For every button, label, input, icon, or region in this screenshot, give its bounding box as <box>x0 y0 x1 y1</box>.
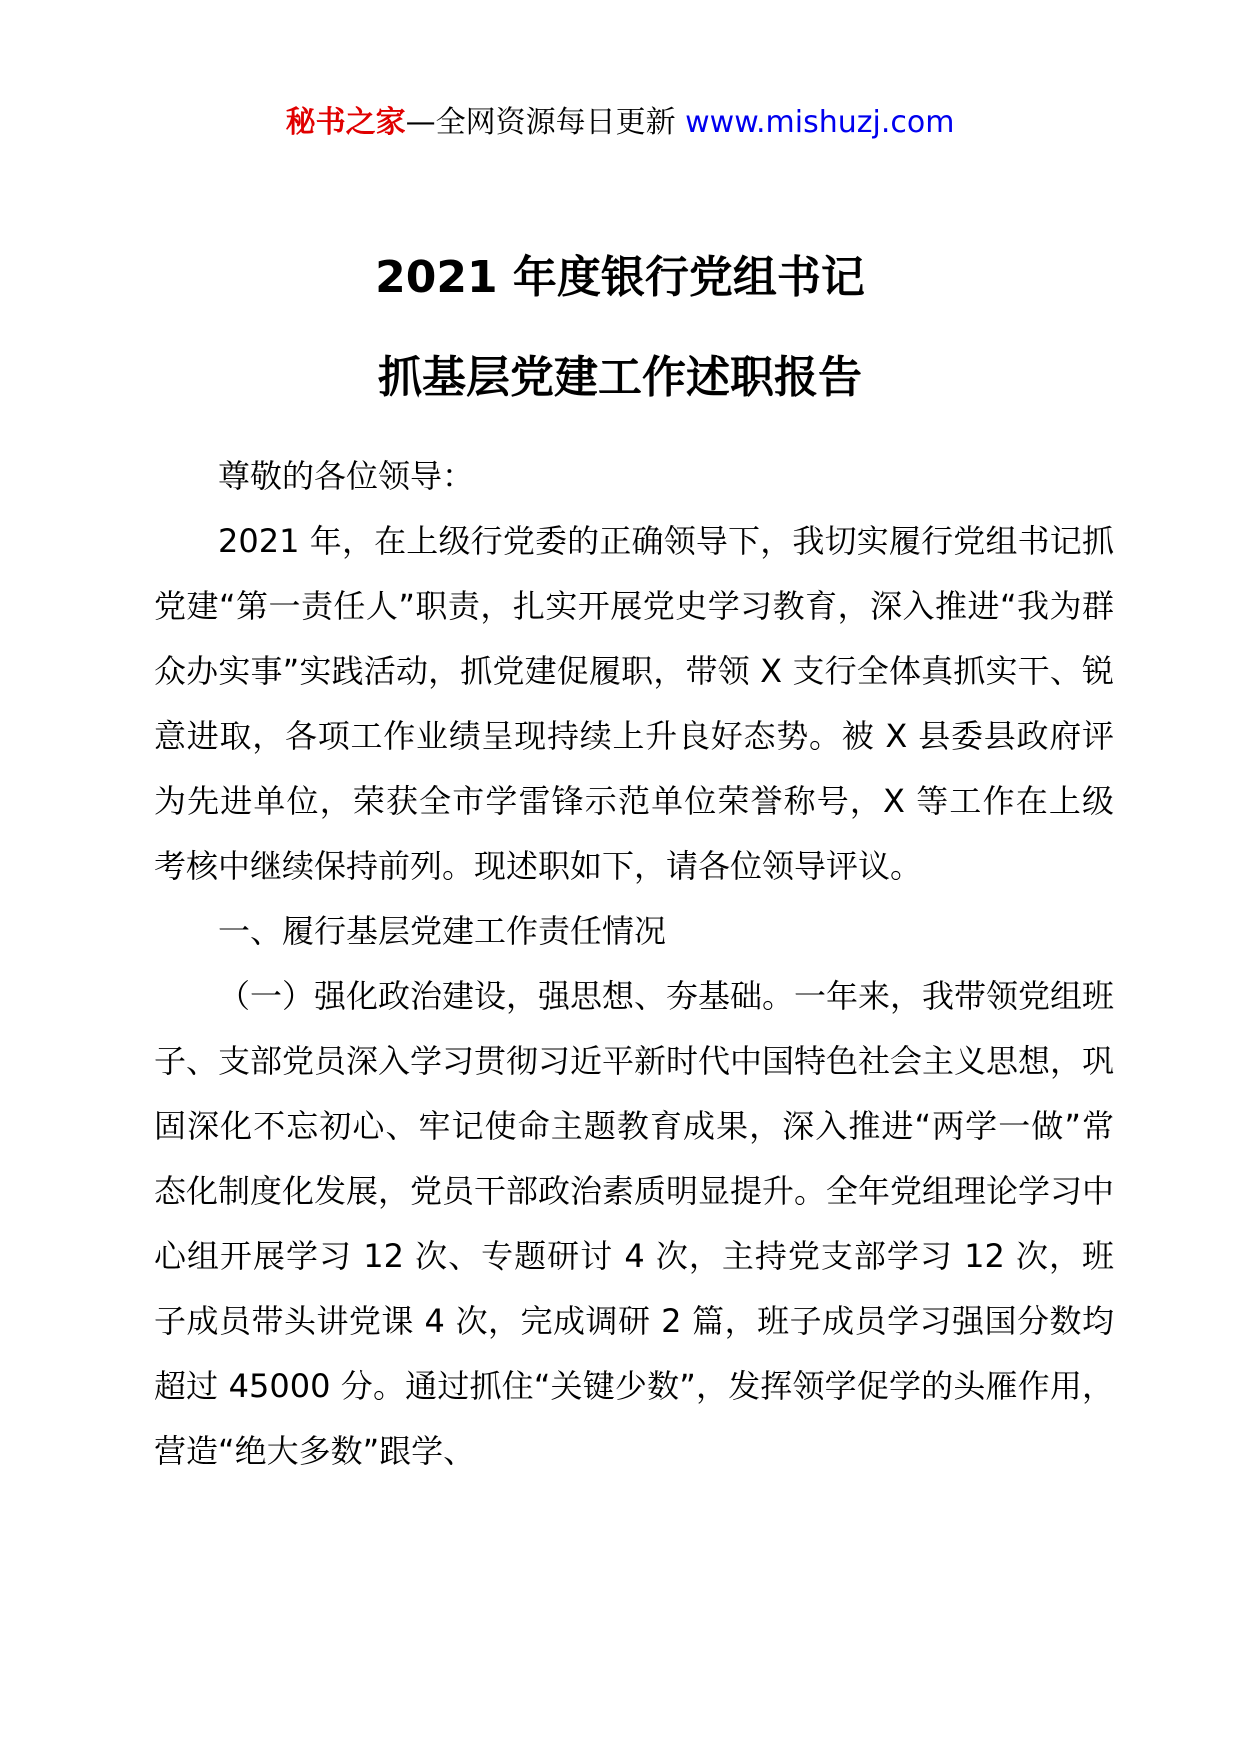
section-paragraph: （一）强化政治建设，强思想、夯基础。一年来，我带领党组班子、支部党员深入学习贯彻习近平新时代中国特色社会主义思想，巩固深化不忘初心、牢记使命主题教育成果，深入推进“两学一做”常态化制度化发展，党员干部政治素质明显提升。全年党组理论学习中心组开展学习 12 次、专题研讨 4 次，主持党支部学习 12 次，班子成员带头讲党课 4 次，完成调研 2 篇，班子成员学习强国分数均超过 45000 分。通过抓住“关键少数”，发挥领学促学的头雁作用，营造“绝大多数”跟学、 <box>154 977 1115 1470</box>
document-title-line-2: 抓基层党建工作述职报告 <box>378 352 862 403</box>
header-tagline: —全网资源每日更新 <box>405 105 676 140</box>
document-body <box>154 444 1114 1484</box>
salutation: 尊敬的各位领导： <box>218 457 475 495</box>
intro-paragraph: 2021 年，在上级行党委的正确领导下，我切实履行党组书记抓党建“第一责任人”职责，扎实开展党史学习教育，深入推进“我为群众办实事”实践活动，抓党建促履职，带领 X 支行全体真抓实干、锐意进取，各项工作业绩呈现持续上升良好态势。被 X 县委县政府评为先进单位，荣获全市学雷锋示范单位荣誉称号，X 等工作在上级考核中继续保持前列。现述职如下，请各位领导评议。 <box>154 522 1114 885</box>
site-header <box>0 100 1240 146</box>
site-url-link[interactable]: www.mishuzj.com <box>685 105 955 140</box>
document-title-line-1: 2021 年度银行党组书记 <box>375 252 865 303</box>
section-heading: 一、履行基层党建工作责任情况 <box>218 912 667 950</box>
brand-name: 秘书之家 <box>285 105 406 140</box>
